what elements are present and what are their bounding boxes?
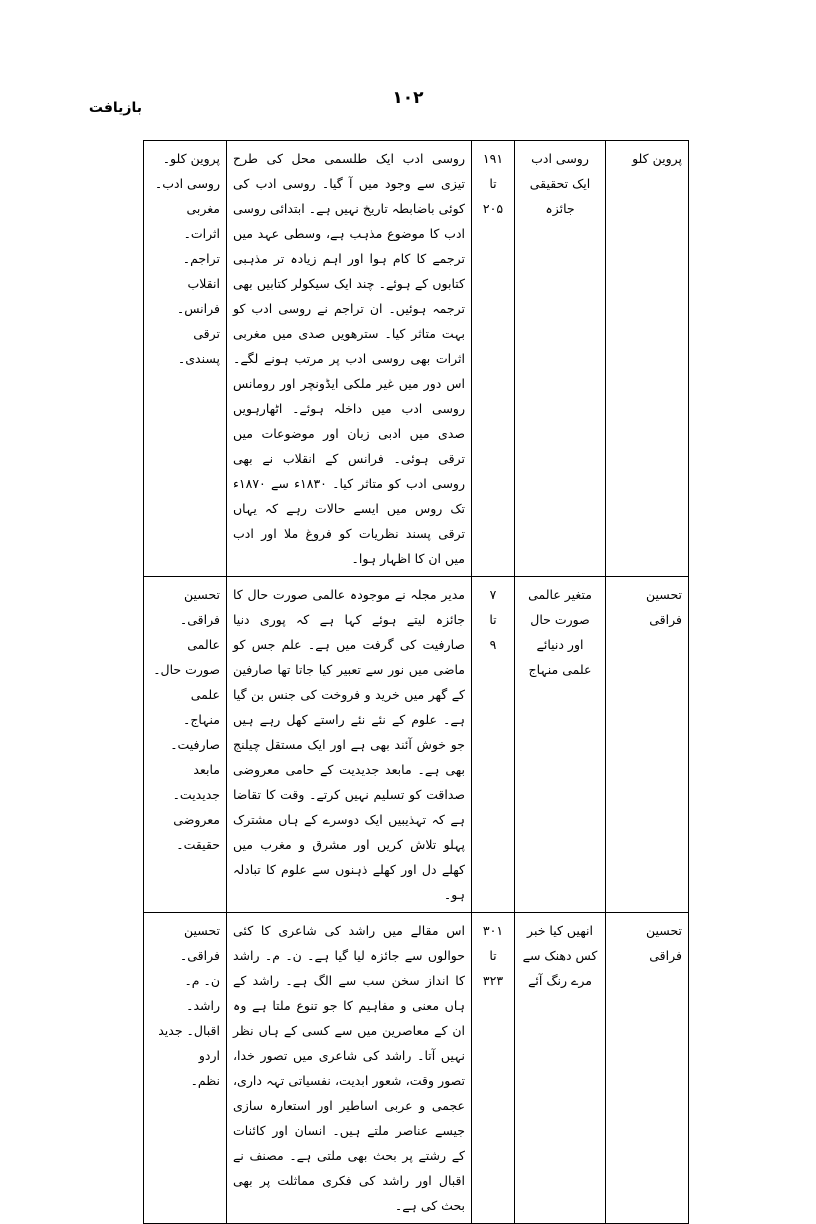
author-cell: تحسین فراقی: [606, 577, 689, 913]
table-row: [144, 577, 689, 913]
page-from: ۱۹۱: [482, 151, 504, 166]
page-from: ۳۰۱: [482, 923, 504, 938]
page-from: ۷: [489, 587, 497, 602]
page-to-word: تا: [489, 176, 497, 191]
keyword: ترقی پسندی۔: [177, 326, 220, 366]
keywords-cell: [144, 577, 227, 913]
keyword: تحسین فراقی۔: [179, 587, 220, 627]
page-to: ۲۰۵: [482, 201, 504, 216]
author-cell: پروین کلو: [606, 141, 689, 577]
keyword: صارفیت۔ مابعد: [170, 737, 220, 777]
journal-title: بازیافت: [88, 100, 142, 116]
keywords-cell: [144, 913, 227, 1224]
keyword: حقیقت۔: [176, 837, 220, 852]
keyword: علمی منہاج۔: [183, 687, 220, 727]
keyword: پروین کلو۔: [162, 151, 220, 166]
pages-cell: [472, 913, 515, 1224]
page-to: ۹: [489, 637, 497, 652]
keyword: اثرات۔ تراجم۔: [182, 226, 220, 266]
summary-cell: روسی ادب ایک طلسمی محل کی طرح تیزی سے وجود میں آ گیا۔ روسی ادب کی کوئی باضابطہ تاریخ نہیں ہے۔ ابتدائی روسی ادب کا موضوع مذہب ہے، وسطی عہد میں ترجمے کا کام ہوا اور اہم زیادہ تر مذہبی کتابوں کے ہوئے۔ چند ایک سیکولر کتابیں بھی ترجمہ ہوئیں۔ ان تراجم نے روسی ادب کو بہت متاثر کیا۔ سترھویں صدی میں مغربی اثرات بھی روسی ادب پر مرتب ہونے لگے۔ اس دور میں غیر ملکی ایڈونچر اور رومانس روسی ادب میں داخلہ ہوئے۔ اٹھارہویں صدی میں ادبی زبان اور موضوعات میں ترقی ہوئی۔ فرانس کے انقلاب نے بھی روسی ادب کو متاثر کیا۔ ۱۸۳۰ء سے ۱۸۷۰ء تک روس میں ایسے حالات رہے کہ یہاں ترقی پسند نظریات کو فروغ ملا اور ادب میں ان کا اظہار ہوا۔: [227, 141, 472, 577]
keyword: انقلاب فرانس۔: [176, 276, 220, 316]
table-row: [144, 913, 689, 1224]
page-to-word: تا: [489, 948, 497, 963]
title-cell: انھیں کیا خبر کس دھنک سے مرے رنگ آئے: [515, 913, 606, 1224]
page-to-word: تا: [489, 612, 497, 627]
page-number: ۱۰۲: [392, 88, 424, 108]
keywords-cell: [144, 141, 227, 577]
keyword: اقبال۔ جدید اردو: [158, 1023, 220, 1063]
summary-cell: مدیر مجلہ نے موجودہ عالمی صورت حال کا جائزہ لیتے ہوئے کہا ہے کہ پوری دنیا صارفیت کی گرفت میں ہے۔ علم جس کو ماضی میں نور سے تعبیر کیا جاتا تھا صارفین کے گھر میں خرید و فروخت کی جنس بن گیا ہے۔ علوم کے نئے نئے راستے کھل رہے ہیں جو خوش آئند بھی ہے اور ایک مستقل چیلنج بھی ہے۔ مابعد جدیدیت کے حامی معروضی صداقت کو تسلیم نہیں کرتے۔ وقت کا تقاضا ہے کہ تہذیبیں ایک دوسرے کے ہاں مشترک پہلو تلاش کریں اور مشرق و مغرب میں کھلے دل اور کھلے ذہنوں سے علوم کا تبادلہ ہو۔: [227, 577, 472, 913]
pages-cell: [472, 141, 515, 577]
page-to: ۳۲۳: [482, 973, 504, 988]
keyword: نظم۔: [190, 1073, 220, 1088]
table-row: [144, 141, 689, 577]
author-cell: تحسین فراقی: [606, 913, 689, 1224]
summary-cell: اس مقالے میں راشد کی شاعری کا کئی حوالوں سے جائزہ لیا گیا ہے۔ ن۔ م۔ راشد کا انداز سخن سب سے الگ ہے۔ راشد کے ہاں معنی و مفاہیم کا جو تنوع ملتا ہے وہ ان کے معاصرین میں سے کسی کے ہاں نظر نہیں آتا۔ راشد کی شاعری میں تصور خدا، تصور وقت، شعور ابدیت، نفسیاتی تہہ داری، عجمی و عربی اساطیر اور استعارہ سازی جیسے عناصر ملتے ہیں۔ انسان اور کائنات کے رشتے پر بحث بھی ملتی ہے۔ مصنف نے اقبال اور راشد کی فکری مماثلت پر بھی بحث کی ہے۔: [227, 913, 472, 1224]
keyword: جدیدیت۔ معروضی: [172, 787, 220, 827]
keyword: ن۔ م۔ راشد۔: [184, 973, 220, 1013]
title-cell: روسی ادب ایک تحقیقی جائزہ: [515, 141, 606, 577]
keyword: عالمی صورت حال۔: [153, 637, 220, 677]
pages-cell: [472, 577, 515, 913]
title-cell: متغیر عالمی صورت حال اور دنیائے علمی منہاج: [515, 577, 606, 913]
keyword: تحسین فراقی۔: [179, 923, 220, 963]
keyword: روسی ادب۔ مغربی: [154, 176, 220, 216]
index-table: [143, 140, 689, 1224]
